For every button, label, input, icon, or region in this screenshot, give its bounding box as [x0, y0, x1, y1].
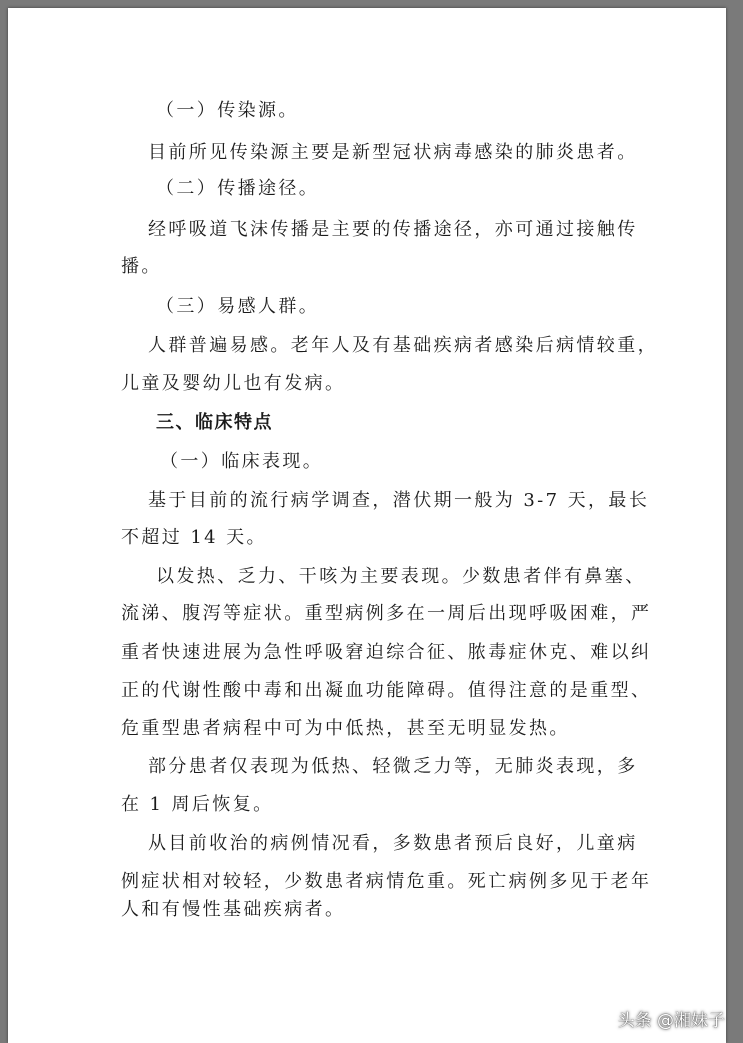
- subheading-susceptible-population: （三）易感人群。: [156, 296, 320, 317]
- paragraph-line: 部分患者仅表现为低热、轻微乏力等，无肺炎表现，多: [148, 756, 638, 777]
- subheading-infection-source: （一）传染源。: [156, 100, 299, 121]
- paragraph-line: 以发热、乏力、干咳为主要表现。少数患者伴有鼻塞、: [156, 566, 646, 587]
- subheading-transmission-route: （二）传播途径。: [156, 178, 320, 199]
- paragraph-line: 正的代谢性酸中毒和出凝血功能障碍。值得注意的是重型、: [121, 680, 652, 701]
- paragraph-line: 重者快速进展为急性呼吸窘迫综合征、脓毒症休克、难以纠: [121, 642, 652, 663]
- paragraph-line: 在 1 周后恢复。: [121, 794, 274, 815]
- paragraph-line: 人和有慢性基础疾病者。: [121, 899, 346, 920]
- document-page: [8, 8, 726, 1043]
- paragraph-line: 流涕、腹泻等症状。重型病例多在一周后出现呼吸困难，严: [121, 603, 652, 624]
- paragraph-line: 例症状相对较轻，少数患者病情危重。死亡病例多见于老年: [121, 871, 652, 892]
- section-heading-clinical-features: 三、临床特点: [156, 412, 273, 433]
- paragraph-line: 播。: [121, 256, 162, 277]
- subheading-clinical-manifestations: （一）临床表现。: [160, 451, 324, 472]
- paragraph-line: 目前所见传染源主要是新型冠状病毒感染的肺炎患者。: [148, 142, 638, 163]
- paragraph-line: 儿童及婴幼儿也有发病。: [121, 373, 346, 394]
- paragraph-line: 从目前收治的病例情况看，多数患者预后良好，儿童病: [148, 833, 638, 854]
- source-watermark: 头条 @湘妹子: [617, 1011, 725, 1031]
- paragraph-line: 不超过 14 天。: [121, 527, 267, 548]
- paragraph-line: 基于目前的流行病学调查，潜伏期一般为 3-7 天，最长: [148, 490, 650, 511]
- paragraph-line: 经呼吸道飞沫传播是主要的传播途径，亦可通过接触传: [148, 219, 638, 240]
- paragraph-line: 人群普遍易感。老年人及有基础疾病者感染后病情较重，: [148, 335, 658, 356]
- paragraph-line: 危重型患者病程中可为中低热，甚至无明显发热。: [121, 718, 570, 739]
